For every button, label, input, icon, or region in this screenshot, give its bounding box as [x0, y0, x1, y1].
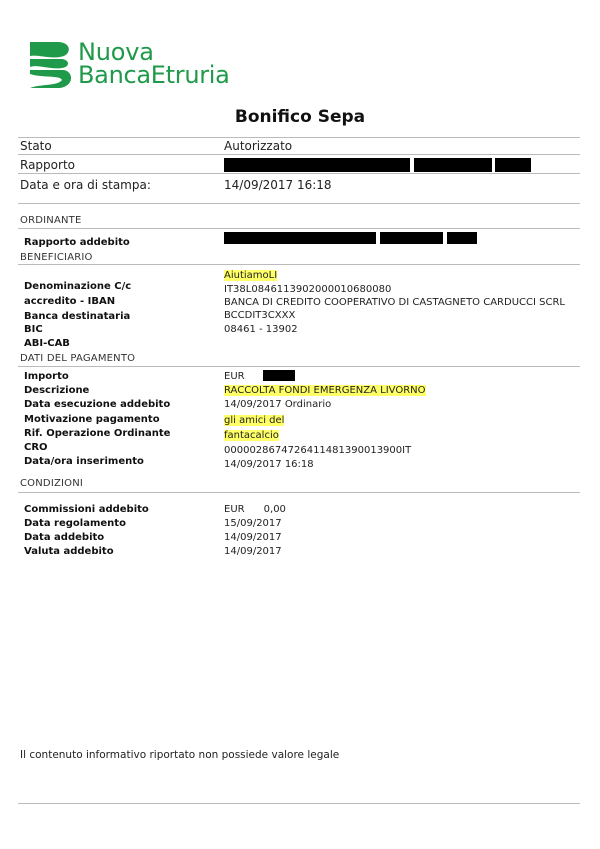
value-denominazione — [224, 269, 277, 282]
value-abi-cab: 08461 - 13902 — [224, 324, 298, 335]
section-condizioni: CONDIZIONI — [20, 478, 84, 489]
bank-logo — [28, 38, 258, 90]
value-data-addebito: 14/09/2017 — [224, 532, 282, 543]
value-banca: BANCA DI CREDITO COOPERATIVO DI CASTAGNETO CARDUCCI SCRL — [224, 297, 565, 308]
divider — [18, 803, 580, 804]
divider — [18, 173, 580, 174]
label-iban: accredito - IBAN — [24, 296, 116, 307]
label-valuta-addebito: Valuta addebito — [24, 546, 114, 557]
value-descrizione — [224, 384, 426, 397]
value-data-regolamento: 15/09/2017 — [224, 518, 282, 529]
rapporto-addebito-label: Rapporto addebito — [24, 237, 130, 248]
redacted-block — [447, 232, 477, 244]
value-bic: BCCDIT3CXXX — [224, 310, 296, 321]
value-cro: 0000028674726411481390013900IT — [224, 445, 412, 456]
value-data-inserimento: 14/09/2017 16:18 — [224, 459, 314, 470]
redacted-block — [224, 232, 376, 244]
label-banca: Banca destinataria — [24, 311, 131, 322]
value-motivazione-2-text: fantacalcio — [224, 430, 279, 441]
label-motivazione: Motivazione pagamento — [24, 414, 160, 425]
page-title: Bonifico Sepa — [234, 107, 366, 127]
divider — [18, 366, 580, 367]
value-denominazione-text: AiutiamoLI — [224, 270, 278, 281]
redacted-block — [380, 232, 443, 244]
label-data-esecuzione: Data esecuzione addebito — [24, 399, 171, 410]
value-motivazione-1 — [224, 414, 284, 427]
value-motivazione-1-text: gli amici del — [224, 415, 285, 426]
section-pagamento: DATI DEL PAGAMENTO — [20, 353, 136, 364]
stato-value: Autorizzato — [224, 139, 293, 153]
value-data-esecuzione: 14/09/2017 Ordinario — [224, 399, 332, 410]
value-importo-currency: EUR — [224, 371, 245, 382]
logo-text-nuova: Nuova — [78, 38, 154, 66]
section-beneficiario: BENEFICIARIO — [20, 252, 93, 263]
section-ordinante: ORDINANTE — [20, 215, 82, 226]
bank-logo-mark-icon — [28, 40, 76, 90]
divider — [18, 137, 580, 138]
value-motivazione-2 — [224, 429, 279, 442]
divider — [18, 492, 580, 493]
label-commissioni: Commissioni addebito — [24, 504, 149, 515]
label-abi-cab: ABI-CAB — [24, 338, 70, 349]
divider — [18, 264, 580, 265]
label-descrizione: Descrizione — [24, 385, 90, 396]
divider — [18, 154, 580, 155]
data-stampa-label: Data e ora di stampa: — [20, 178, 151, 192]
value-descrizione-text: RACCOLTA FONDI EMERGENZA LIVORNO — [224, 385, 426, 396]
value-iban: IT38L0846113902000010680080 — [224, 284, 392, 295]
label-rif-operazione: Rif. Operazione Ordinante — [24, 428, 171, 439]
label-data-inserimento: Data/ora inserimento — [24, 456, 144, 467]
logo-text-bancaetruria: BancaEtruria — [78, 61, 230, 89]
rapporto-label: Rapporto — [20, 158, 75, 172]
redacted-block — [495, 158, 531, 172]
label-data-addebito: Data addebito — [24, 532, 105, 543]
divider — [18, 203, 580, 204]
value-commissioni: EUR 0,00 — [224, 504, 286, 515]
label-data-regolamento: Data regolamento — [24, 518, 126, 529]
divider — [18, 228, 580, 229]
label-bic: BIC — [24, 324, 43, 335]
label-importo: Importo — [24, 371, 69, 382]
value-valuta-addebito: 14/09/2017 — [224, 546, 282, 557]
disclaimer-text: Il contenuto informativo riportato non possiede valore legale — [20, 749, 340, 761]
redacted-block — [414, 158, 492, 172]
stato-label: Stato — [20, 139, 52, 153]
label-cro: CRO — [24, 442, 48, 453]
label-denominazione: Denominazione C/c — [24, 281, 132, 292]
redacted-block — [224, 158, 410, 172]
data-stampa-value: 14/09/2017 16:18 — [224, 178, 332, 192]
redacted-block — [263, 370, 295, 381]
